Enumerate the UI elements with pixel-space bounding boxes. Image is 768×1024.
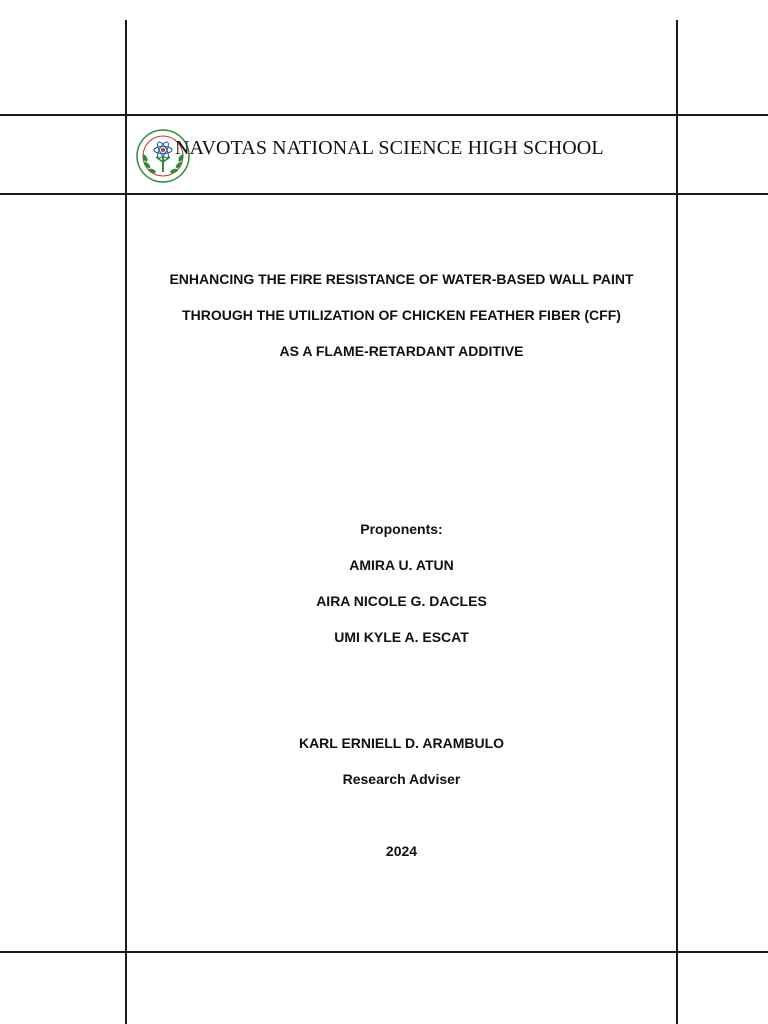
- proponent-name-1: AMIRA U. ATUN: [349, 557, 454, 573]
- research-title-line-2: THROUGH THE UTILIZATION OF CHICKEN FEATHER FIBER (CFF): [182, 307, 621, 323]
- border-line-right: [676, 20, 678, 1024]
- year: 2024: [385, 843, 418, 859]
- adviser-role: Research Adviser: [342, 771, 461, 787]
- border-line-header-bottom: [0, 193, 768, 195]
- proponent-name-2: AIRA NICOLE G. DACLES: [316, 593, 487, 609]
- border-line-top: [0, 114, 768, 116]
- research-title-line-3: AS A FLAME-RETARDANT ADDITIVE: [279, 343, 524, 359]
- proponent-name-3: UMI KYLE A. ESCAT: [334, 629, 469, 645]
- research-title-line-1: ENHANCING THE FIRE RESISTANCE OF WATER-BASED WALL PAINT: [169, 271, 634, 287]
- school-name: NAVOTAS NATIONAL SCIENCE HIGH SCHOOL: [175, 137, 604, 159]
- adviser-name: KARL ERNIELL D. ARAMBULO: [298, 735, 505, 751]
- border-line-bottom: [0, 951, 768, 953]
- proponents-label: Proponents:: [360, 521, 443, 537]
- school-header: [127, 120, 676, 192]
